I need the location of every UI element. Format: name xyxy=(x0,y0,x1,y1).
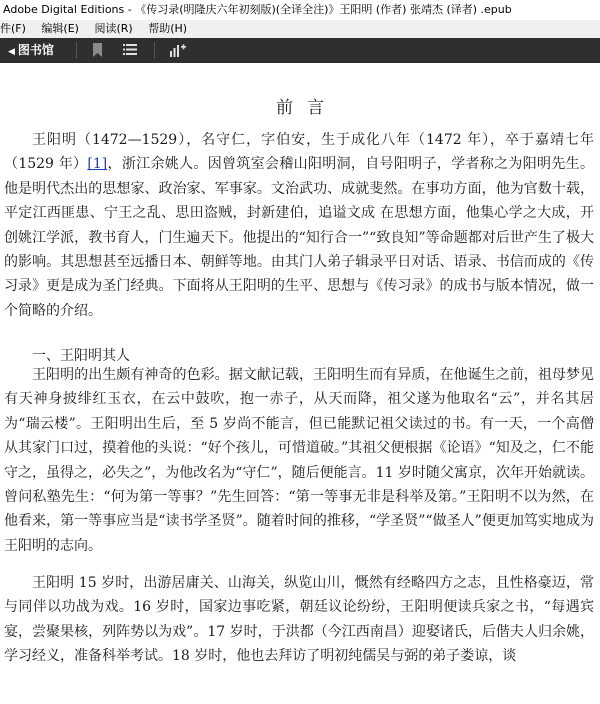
chapter-heading: 前言 xyxy=(276,98,338,118)
paragraph-text: 王阳明（1472—1529），名守仁，字伯安，生于成化八年（1472 年），卒于嘉靖七年（1529 年） xyxy=(4,132,594,173)
paragraph-text: ，浙江余姚人。因曾筑室会稽山阳明洞，自号阳明子，学者称之为阳明先生。他是明代杰出的思想家、政治家、军事家。文治武功、成就斐然。在事功方面，他为官数十载，平定江西匪患、宁王之乱、思田盗贼，封新建伯，追谥文成 在思想方面，他集心学之大成，开创姚江学派，教书育人，门生遍天下。他提出的“知行合一”“致良知”等命题都对后世产生了极大的影响。其思想甚至远播日本、朝鲜等地。由其门人弟子辑录平日对话、语录、书信而成的《传习录》更是成为圣门经典。下面将从王阳明的生平、思想与《传习录》的成书与版本情况，做一个简略的介绍。 xyxy=(4,156,594,319)
back-arrow-icon: ◀ xyxy=(8,47,15,57)
footnote-link[interactable]: [1] xyxy=(87,156,108,173)
menu-help[interactable]: 帮助(H) xyxy=(148,22,188,35)
font-size-icon[interactable] xyxy=(170,43,186,58)
reading-pane[interactable] xyxy=(0,63,600,704)
menu-file[interactable]: 件(F) xyxy=(0,22,26,35)
table-of-contents-icon[interactable] xyxy=(123,43,137,58)
paragraph: 王阳明的出生颇有神奇的色彩。据文献记载，王阳明生而有异质，在他诞生之前，祖母梦见有天神身披绯红玉衣，在云中鼓吹，抱一赤子，从天而降，祖父遂为他取名“云”，并名其居为“瑞云楼”。王阳明出生后，至 5 岁尚不能言，但已能默记祖父读过的书。有一天，一个高僧从其家门口过，摸着他的头说：“好个孩儿，可惜道破。”其祖父便根据《论语》“知及之，仁不能守之，虽得之，必失之”，为他改名为“守仁”，随后便能言。11 岁时随父寓京，次年开始就读。曾问私塾先生：“何为第一等事？”先生回答：“第一等事无非是科举及第。”王阳明不以为然，在他看来，第一等事应当是“读书学圣贤”。随着时间的推移，“学圣贤”“做圣人”便更加笃实地成为王阳明的志向。 xyxy=(4,367,594,554)
reader-toolbar xyxy=(0,38,600,63)
menu-edit[interactable]: 编辑(E) xyxy=(41,22,79,35)
menu-bar xyxy=(0,20,600,39)
library-back-button[interactable] xyxy=(8,38,54,63)
library-label: 图书馆 xyxy=(17,43,54,57)
bookmark-icon[interactable] xyxy=(93,43,102,58)
toolbar-divider xyxy=(76,42,77,59)
menu-read[interactable]: 阅读(R) xyxy=(94,22,133,35)
toolbar-divider xyxy=(154,42,155,59)
window-title: Adobe Digital Editions - 《传习录(明隆庆六年初刻版)(全译全注)》王阳明 (作者) 张靖杰 (译者) .epub xyxy=(0,0,600,20)
paragraph: 王阳明 15 岁时，出游居庸关、山海关，纵览山川，慨然有经略四方之志，且性格豪迈，常与同伴以功战为戏。16 岁时，国家边事吃紧，朝廷议论纷纷，王阳明便读兵家之书，“每遇宾宴，尝聚果核，列阵势以为戏”。17 岁时，于洪都（今江西南昌）迎娶诸氏，后偕夫人归余姚，学习经义，准备科举考试。18 岁时，他也去拜访了明初纯儒吴与弼的弟子娄谅，谈 xyxy=(4,575,594,665)
paragraph xyxy=(4,128,594,323)
section-heading: 一、王阳明其人 xyxy=(32,348,130,364)
